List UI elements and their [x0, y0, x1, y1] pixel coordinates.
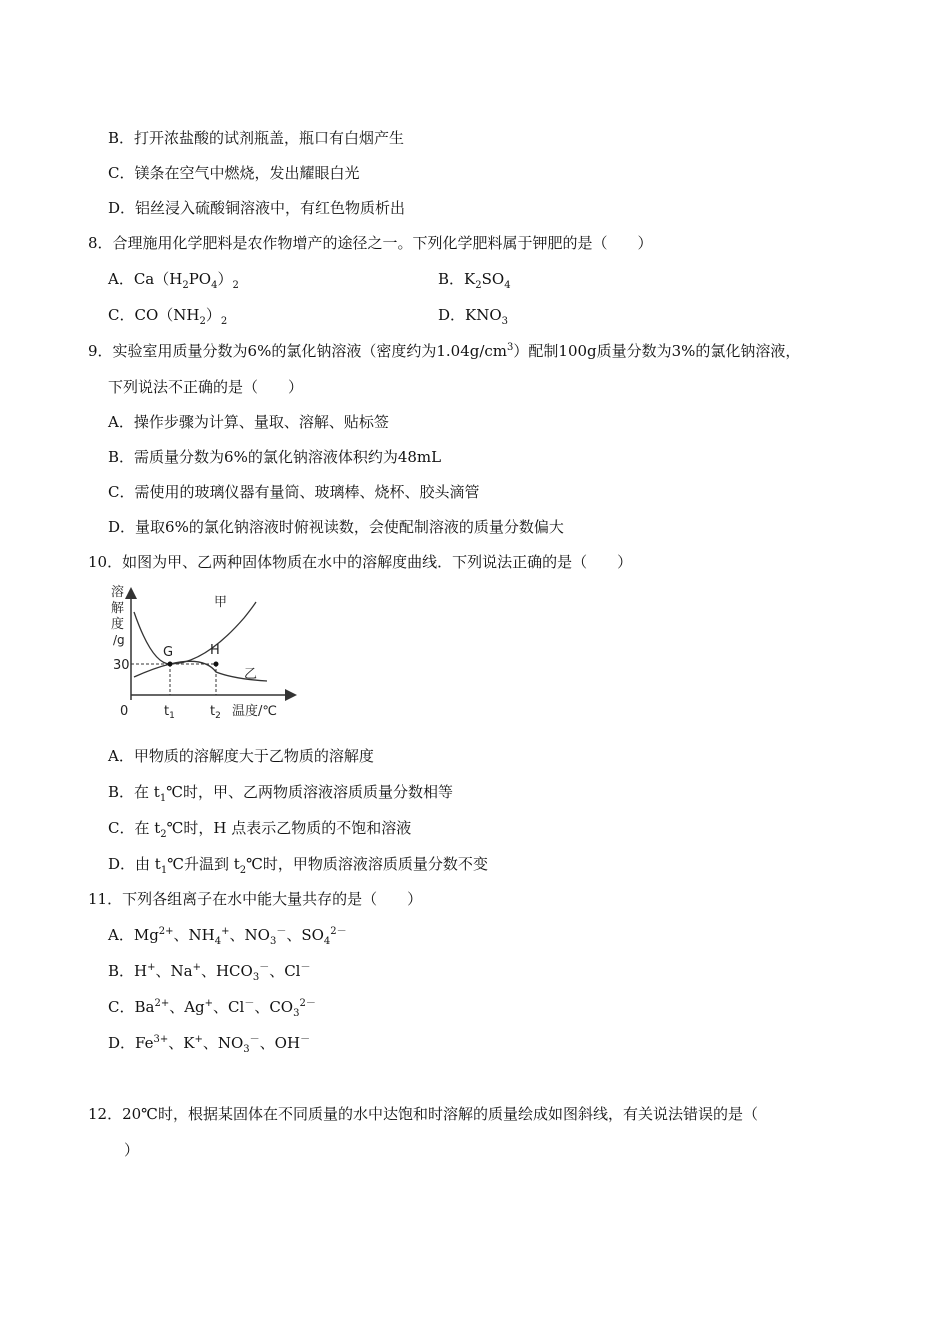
series-jia-label: 甲: [214, 595, 228, 610]
x-tick-t1: $t_1$: [164, 704, 175, 721]
y-label-3: 度: [111, 617, 125, 632]
solubility-curve-figure: [104, 582, 304, 722]
q8-option-d: D．$KNO_3$: [438, 306, 509, 327]
q11-stem: 11．下列各组离子在水中能大量共存的是（ ）: [88, 890, 423, 908]
q7-option-b: B．打开浓盐酸的试剂瓶盖，瓶口有白烟产生: [108, 129, 405, 147]
q7-option-c: C．镁条在空气中燃烧，发出耀眼白光: [108, 164, 360, 182]
q12-stem: 12．20℃时，根据某固体在不同质量的水中达饱和时溶解的质量绘成如图斜线，有关说法错误的是（: [88, 1105, 758, 1123]
q9-option-a: A．操作步骤为计算、量取、溶解、贴标签: [108, 413, 389, 431]
x-tick-t2: $t_2$: [210, 704, 221, 721]
y-tick-30: 30: [113, 658, 130, 673]
q8-option-c: C．$CO(NH_2)_2$: [108, 306, 228, 327]
q11-option-d: D．$Fe^{3+}$、K+、$NO_3^-$、OH－: [108, 1034, 311, 1055]
q12-stem-continued: ）: [124, 1141, 140, 1159]
q9-stem: 9．实验室用质量分数为6%的氯化钠溶液（密度约为$1.04g/cm^3$）配制100g质量分数为3%的氯化钠溶液，: [88, 342, 801, 360]
q8-stem: 8．合理施用化学肥料是农作物增产的途径之一。下列化学肥料属于钾肥的是（ ）: [88, 234, 653, 252]
y-label-2: 解: [111, 601, 125, 616]
y-label-1: 溶: [111, 585, 125, 600]
q9-option-c: C．需使用的玻璃仪器有量筒、玻璃棒、烧杯、胶头滴管: [108, 483, 480, 501]
q9-stem-continued: 下列说法不正确的是（ ）: [108, 378, 304, 396]
series-yi-label: 乙: [244, 667, 258, 682]
q10-option-c: C．在 $t_2℃$时，H 点表示乙物质的不饱和溶液: [108, 819, 412, 840]
q11-option-b: B．H+、Na+、$HCO_3^-$、Cl－: [108, 962, 311, 983]
q8-option-b: B．$K_2SO_4$: [438, 270, 511, 291]
q9-option-d: D．量取6%的氯化钠溶液时俯视读数，会使配制溶液的质量分数偏大: [108, 518, 564, 536]
q10-option-d: D．由 $t_1℃$升温到 $t_2℃$时，甲物质溶液溶质质量分数不变: [108, 855, 488, 876]
point-g: [168, 662, 173, 667]
q8-option-a: A．$Ca(H_2PO_4)_2$: [108, 270, 239, 291]
q10-stem: 10．如图为甲、乙两种固体物质在水中的溶解度曲线．下列说法正确的是（ ）: [88, 553, 633, 571]
origin-label: 0: [120, 704, 129, 719]
q11-option-a: A．$Mg^{2+}$、$NH_4^+$、$NO_3^-$、$SO_4^{2-}$: [108, 926, 347, 947]
curve-jia: [134, 602, 256, 664]
q10-option-b: B．在 $t_1℃$时，甲、乙两物质溶液溶质质量分数相等: [108, 783, 453, 804]
q7-option-d: D．铝丝浸入硫酸铜溶液中，有红色物质析出: [108, 199, 406, 217]
q11-option-c: C．$Ba^{2+}$、Ag+、Cl－、$CO_3^{2-}$: [108, 998, 316, 1019]
q9-option-b: B．需质量分数为6%的氯化钠溶液体积约为48mL: [108, 448, 442, 466]
point-h: [214, 662, 219, 667]
q10-option-a: A．甲物质的溶解度大于乙物质的溶解度: [108, 747, 374, 765]
x-axis-label: 温度/℃: [232, 704, 277, 719]
point-g-label: G: [163, 645, 174, 660]
point-h-label: H: [210, 643, 220, 658]
y-label-4: /g: [113, 633, 125, 647]
